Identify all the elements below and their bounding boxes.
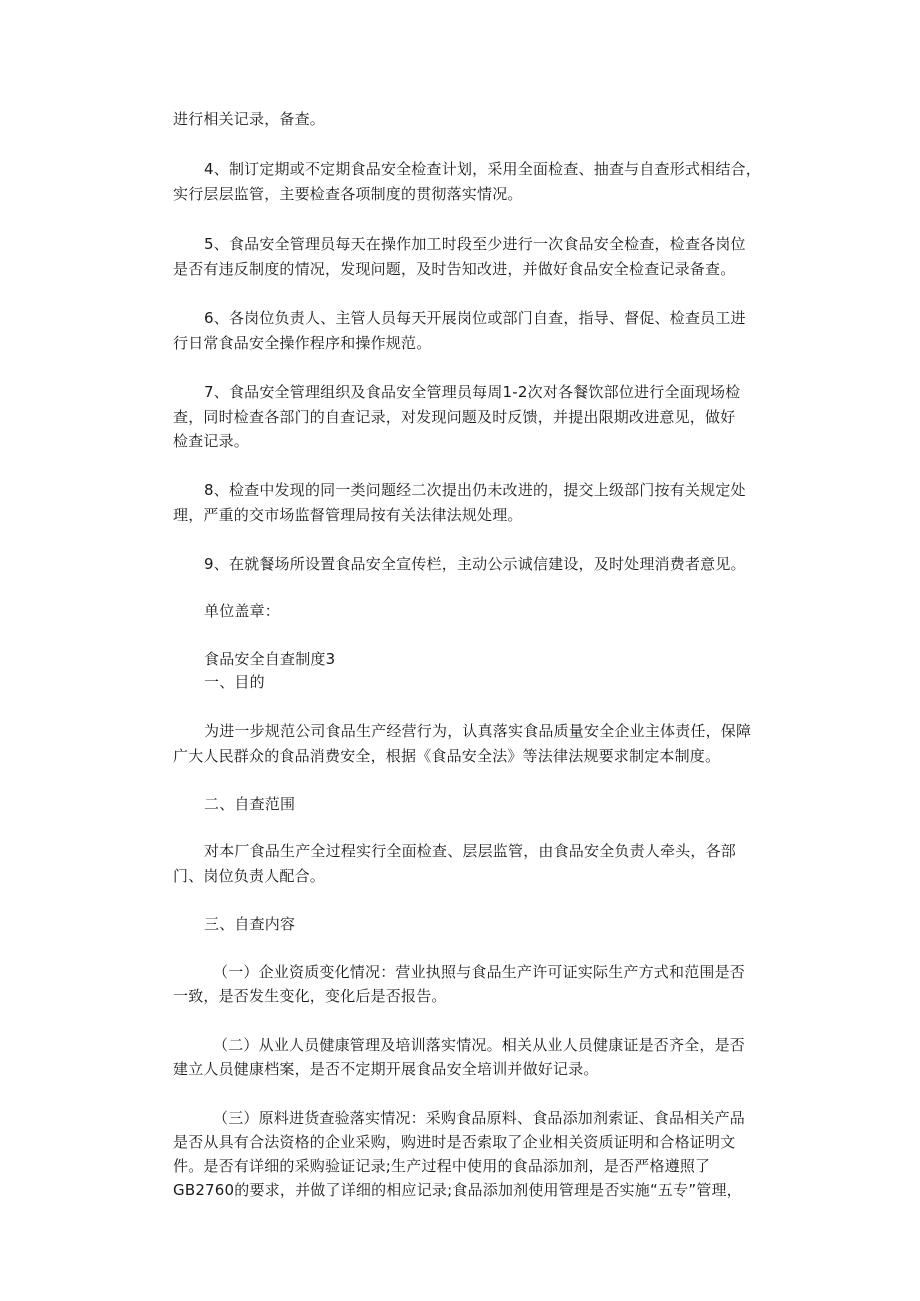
text-line: 对本厂食品生产全过程实行全面检查、层层监管，由食品安全负责人牵头，各部 [204, 842, 737, 860]
text-line: 8、检查中发现的同一类问题经二次提出仍未改进的，提交上级部门按有关规定处 [204, 481, 746, 499]
section-heading: 一、目的 [204, 673, 265, 691]
text-line: 是否有违反制度的情况，发现问题，及时告知改进，并做好食品安全检查记录备查。 [173, 260, 736, 278]
text-line: 单位盖章： [204, 602, 281, 620]
text-line: 件。是否有详细的采购验证记录;生产过程中使用的食品添加剂，是否严格遵照了 [173, 1157, 711, 1175]
text-line: 检查记录。 [173, 432, 250, 450]
text-line: 实行层层监管，主要检查各项制度的贯彻落实情况。 [173, 185, 523, 203]
text-line: 进行相关记录，备查。 [173, 110, 326, 128]
text-line: 查，同时检查各部门的自查记录，对发现问题及时反馈，并提出限期改进意见，做好 [173, 408, 736, 426]
text-line: （二）从业人员健康管理及培训落实情况。相关从业人员健康证是否齐全，是否 [213, 1036, 746, 1054]
text-line: 理，严重的交市场监督管理局按有关法律法规处理。 [173, 506, 523, 524]
text-line: 行日常食品安全操作程序和操作规范。 [173, 334, 432, 352]
text-line: 4、制订定期或不定期食品安全检查计划，采用全面检查、抽查与自查形式相结合， [204, 160, 761, 178]
text-line: （三）原料进货查验落实情况：采购食品原料、食品添加剂索证、食品相关产品 [213, 1109, 746, 1127]
section-heading: 三、自查内容 [204, 915, 296, 933]
text-line: 是否从具有合法资格的企业采购，购进时是否索取了企业相关资质证明和合格证明文 [173, 1133, 736, 1151]
text-line: 广大人民群众的食品消费安全，根据《食品安全法》等法律法规要求制定本制度。 [173, 747, 721, 765]
text-line: 为进一步规范公司食品生产经营行为，认真落实食品质量安全企业主体责任，保障 [204, 722, 752, 740]
text-line: 5、食品安全管理员每天在操作加工时段至少进行一次食品安全检查，检查各岗位 [204, 235, 746, 253]
text-line: 6、各岗位负责人、主管人员每天开展岗位或部门自查，指导、督促、检查员工进 [204, 309, 746, 327]
text-line: 7、食品安全管理组织及食品安全管理员每周1-2次对各餐饮部位进行全面现场检 [204, 383, 741, 401]
text-line: 一致，是否发生变化，变化后是否报告。 [173, 987, 447, 1005]
text-line: GB2760的要求，并做了详细的相应记录;食品添加剂使用管理是否实施“五专”管理， [173, 1181, 742, 1199]
text-line: （一）企业资质变化情况：营业执照与食品生产许可证实际生产方式和范围是否 [213, 963, 746, 981]
text-line: 9、在就餐场所设置食品安全宣传栏，主动公示诚信建设，及时处理消费者意见。 [204, 555, 746, 573]
section-title: 食品安全自查制度3 [204, 650, 336, 668]
section-heading: 二、自查范围 [204, 795, 296, 813]
text-line: 门、岗位负责人配合。 [173, 867, 326, 885]
text-line: 建立人员健康档案，是否不定期开展食品安全培训并做好记录。 [173, 1060, 599, 1078]
